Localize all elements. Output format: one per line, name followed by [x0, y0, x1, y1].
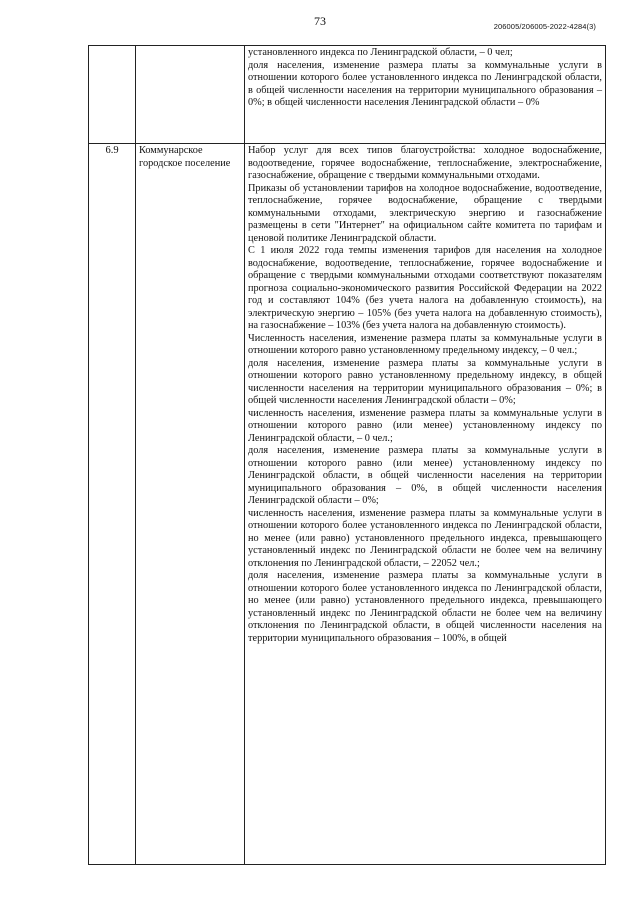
row-number-cell: 6.9: [89, 144, 136, 865]
table-row-6-9: [89, 144, 606, 865]
paragraph: численность населения, изменение размера платы за коммунальные услуги в отношении которого более установленного индекса по Ленинградской области, но менее (или равно) установленного предельного индекса, превышающего установленный индекс по Ленинградской области не более чем на величину отклонения по Ленинградской области, – 22052 чел.;: [248, 507, 602, 569]
description-cell: [245, 144, 606, 865]
table-row-continuation: [89, 46, 606, 144]
paragraph: доля населения, изменение размера платы за коммунальные услуги в отношении которого равно установленному предельному индексу, в общей численности населения на территории муниципального образования – 0%; в общей численности населения Ленинградской области – 0%;: [248, 357, 602, 406]
paragraph: Приказы об установлении тарифов на холодное водоснабжение, водоотведение, теплоснабжение, горячее водоснабжение, обращение с твердыми коммунальными отходами, электрическую энергию и газоснабжение размещены в сети "Интернет" на официальном сайте комитета по тарифам и ценовой политике Ленинградской области.: [248, 182, 602, 244]
description-cell: [245, 46, 606, 144]
paragraph: Набор услуг для всех типов благоустройства: холодное водоснабжение, водоотведение, горячее водоснабжение, теплоснабжение, электроснабжение, газоснабжение, обращение с твердыми коммунальными отходами.: [248, 145, 602, 181]
document-code: 206005/206005-2022-4284(3): [493, 22, 596, 31]
row-number-cell: [89, 46, 136, 144]
municipality-name-cell: Коммунарское городское поселение: [136, 144, 245, 865]
municipality-name-cell: [136, 46, 245, 144]
paragraph: численность населения, изменение размера платы за коммунальные услуги в отношении которого равно (или менее) установленному индексу по Ленинградской области, – 0 чел.;: [248, 407, 602, 444]
paragraph: доля населения, изменение размера платы за коммунальные услуги в отношении которого более установленного индекса по Ленинградской области, в общей численности населения на территории муниципального образования – 0%; в общей численности населения Ленинградской области – 0%: [248, 59, 602, 108]
page-number: 73: [314, 14, 326, 28]
paragraph: Численность населения, изменение размера платы за коммунальные услуги в отношении которого равно установленному предельному индексу, – 0 чел.;: [248, 332, 602, 356]
paragraph: доля населения, изменение размера платы за коммунальные услуги в отношении которого равно (или менее) установленному индексу по Ленинградской области, в общей численности населения на территории муниципального образования – 0%, в общей численности населения Ленинградской области – 0%;: [248, 445, 602, 506]
paragraph: С 1 июля 2022 года темпы изменения тарифов для населения на холодное водоснабжение, водоотведение, теплоснабжение, горячее водоснабжение и обращение с твердыми коммунальными отходами соответствуют показателям прогноза социально-экономического развития Российской Федерации на 2022 год и составляют 104% (без учета налога на добавленную стоимость), на электрическую энергию – 105% (без учета налога на добавленную стоимость), на газоснабжение – 103% (без учета налога на добавленную стоимость).: [248, 245, 602, 331]
paragraph: установленного индекса по Ленинградской области, – 0 чел;: [248, 47, 513, 58]
tariff-table: [88, 45, 606, 865]
paragraph: доля населения, изменение размера платы за коммунальные услуги в отношении которого более установленного индекса по Ленинградской области, но менее (или равно) установленного предельного индекса, превышающего установленный индекс по Ленинградской области не более чем на величину отклонения по Ленинградской области, в общей численности населения на территории муниципального образования – 100%, в общей: [248, 570, 602, 644]
